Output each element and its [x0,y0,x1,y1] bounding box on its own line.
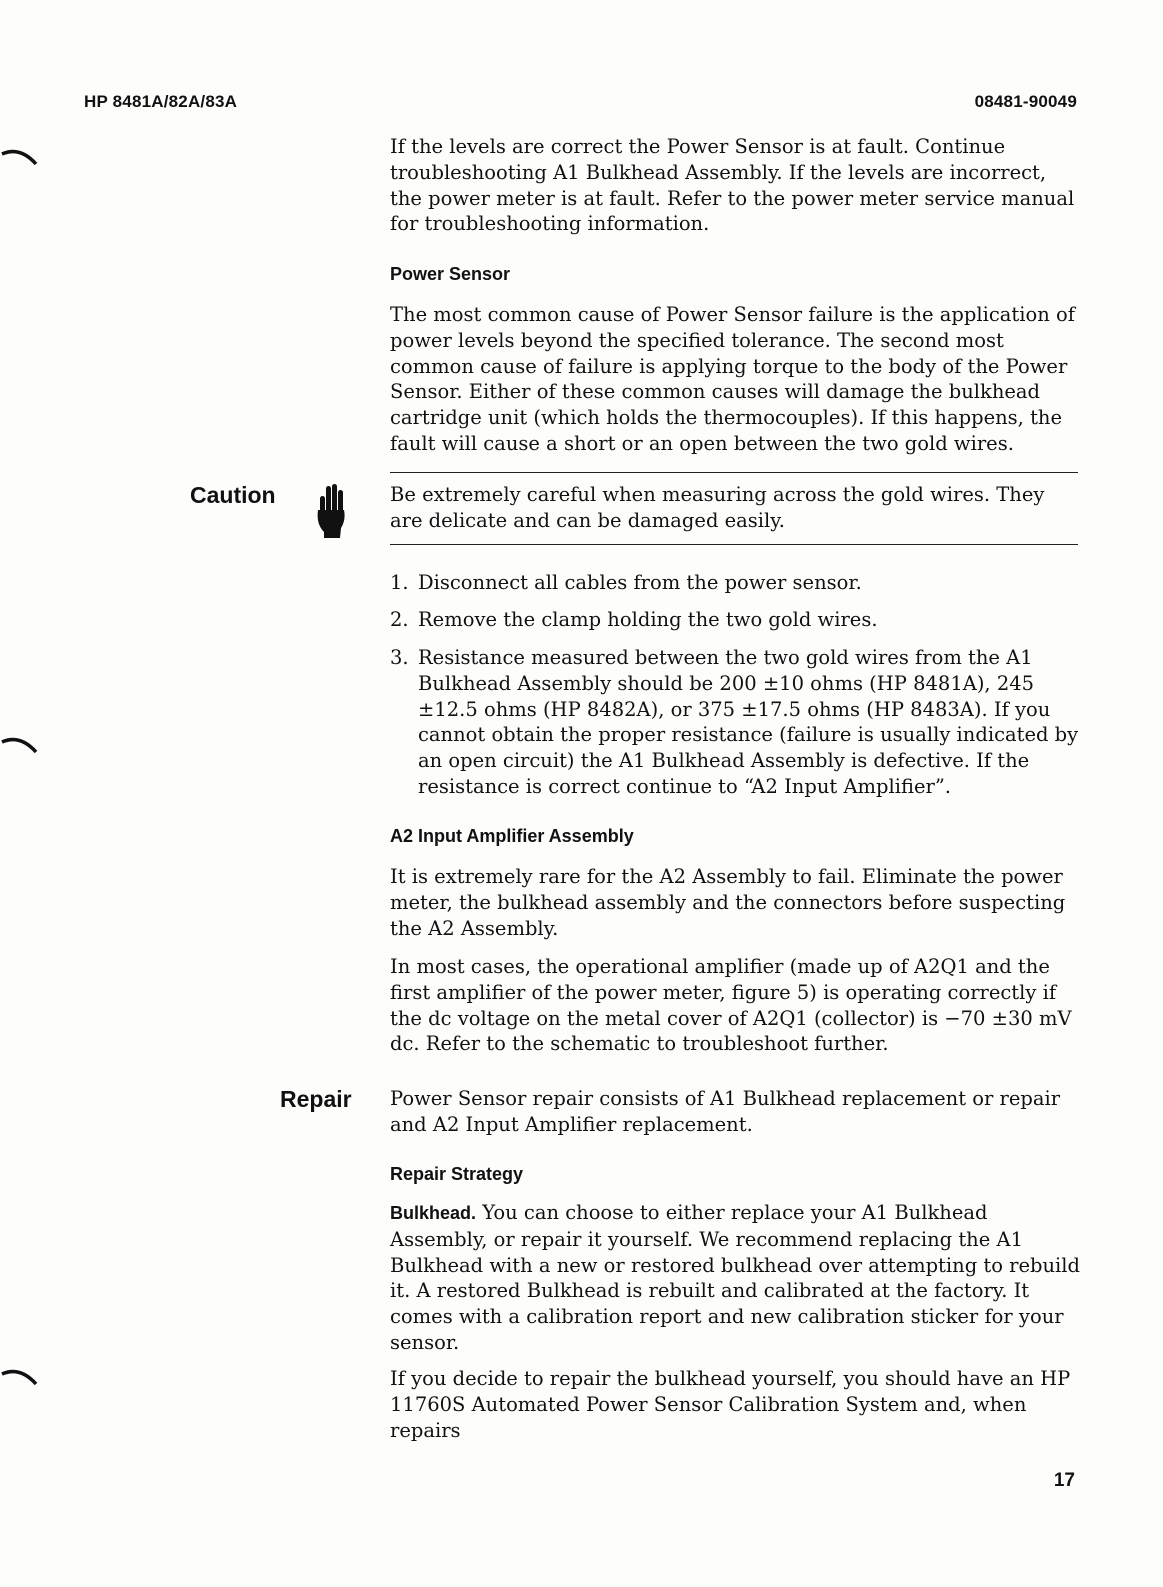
stop-hand-icon [314,480,348,540]
caution-label: Caution [190,482,276,508]
bulkhead-text: You can choose to either replace your A1 Bulkhead Assembly, or repair it yourself. We recommend replacing the A1 Bulkhead with a new or restored bulkhead over attempting to rebuild it. A restored Bulkhead is rebuilt and calibrated at the factory. It comes with a calibration report and new calibration sticker for your sensor. [390,1201,1081,1354]
power-sensor-heading: Power Sensor [390,264,511,284]
list-item: 3. Resistance measured between the two gold wires from the A1 Bulkhead Assembly should be 200 ±10 ohms (HP 8481A), 245 ±12.5 ohms (HP 8482A), or 375 ±17.5 ohms (HP 8483A). If you cannot obtain the proper resistance (failure is usually indicated by an open circuit) the A1 Bulkhead Assembly is defective. If the resistance is correct continue to “A2 Input Amplifier”. [390,646,1079,798]
power-sensor-paragraph: The most common cause of Power Sensor failure is the application of power levels beyond the specified tolerance. The second most common cause of failure is applying torque to the body of the Power Sensor. Either of these common causes will damage the bulkhead cartridge unit (which holds the thermocouples). If this happens, the fault will cause a short or an open between the two gold wires. [390,303,1075,455]
intro-paragraph: If the levels are correct the Power Sensor is at fault. Continue troubleshooting A1 Bulkhead Assembly. If the levels are incorrect, the power meter is at fault. Refer to the power meter service manual for troubleshooting information. [390,135,1075,236]
closing-paragraph: If you decide to repair the bulkhead yourself, you should have an HP 11760S Automated Power Sensor Calibration System and, when repairs [390,1367,1071,1442]
repair-label: Repair [280,1086,352,1112]
bulkhead-paragraph [390,1200,1080,1356]
bulkhead-lead: Bulkhead. [390,1203,477,1223]
list-item: 2. Remove the clamp holding the two gold wires. [390,608,878,631]
repair-paragraph: Power Sensor repair consists of A1 Bulkhead replacement or repair and A2 Input Amplifier replacement. [390,1087,1061,1136]
a2-heading: A2 Input Amplifier Assembly [390,826,634,846]
caution-top-rule [390,472,1078,473]
repair-strategy-heading: Repair Strategy [390,1164,524,1184]
header-part-number: 08481-90049 [974,92,1077,111]
binding-hole-mark [0,140,40,170]
a2-paragraph-2: In most cases, the operational amplifier (made up of A2Q1 and the first amplifier of the power meter, figure 5) is operating correctly if the dc voltage on the metal cover of A2Q1 (collector) is −70 ±30 mV dc. Refer to the schematic to troubleshoot further. [390,955,1072,1056]
binding-hole-mark [0,728,40,758]
caution-text: Be extremely careful when measuring across the gold wires. They are delicate and can be damaged easily. [390,483,1045,532]
binding-hole-mark [0,1360,40,1390]
list-item: 1. Disconnect all cables from the power sensor. [390,571,862,594]
a2-paragraph-1: It is extremely rare for the A2 Assembly to fail. Eliminate the power meter, the bulkhead assembly and the connectors before suspecting the A2 Assembly. [390,865,1066,940]
page-number: 17 [1053,1470,1075,1491]
caution-bottom-rule [390,544,1078,545]
header-model: HP 8481A/82A/83A [84,92,238,111]
